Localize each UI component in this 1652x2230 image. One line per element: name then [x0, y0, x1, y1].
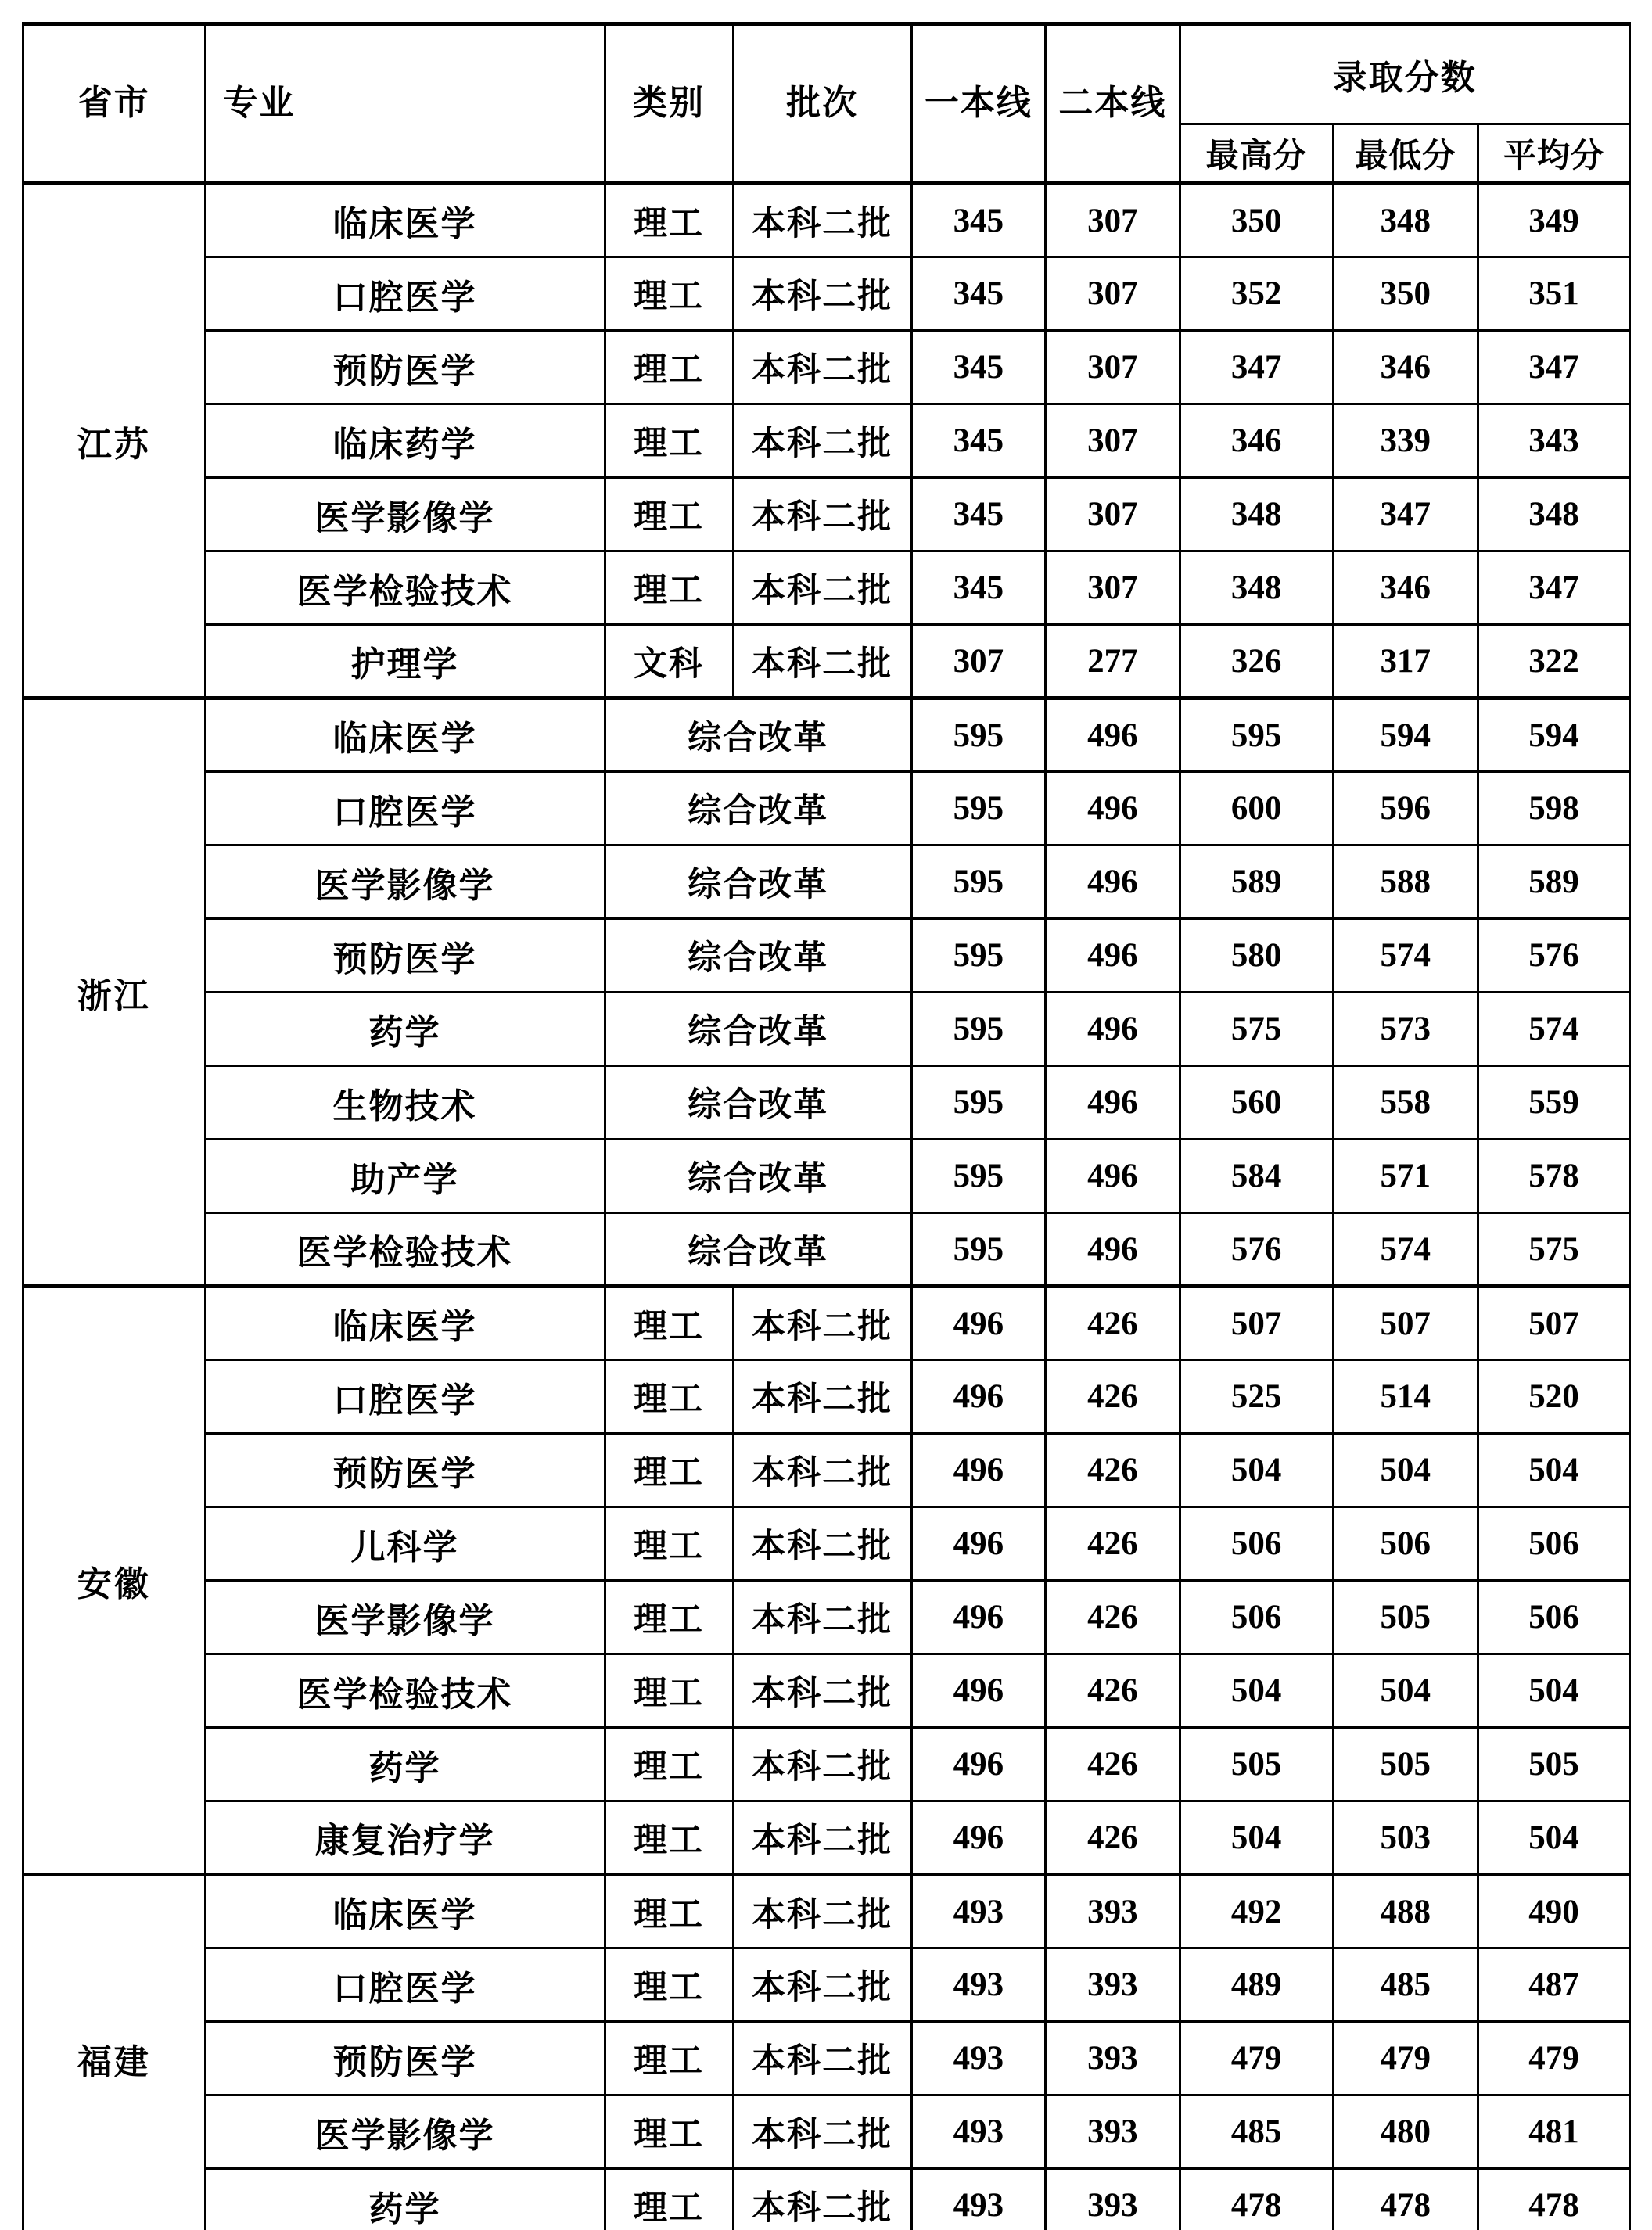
batch-cell: 本科二批	[733, 551, 911, 625]
score-avg-cell: 506	[1478, 1507, 1629, 1581]
score-max-cell: 507	[1180, 1287, 1333, 1360]
batch-cell: 本科二批	[733, 1581, 911, 1654]
score-min-cell: 571	[1333, 1140, 1478, 1213]
category-batch-merged-cell: 综合改革	[605, 1140, 911, 1213]
category-cell: 理工	[605, 257, 733, 331]
line-tier1-cell: 307	[911, 625, 1045, 698]
major-cell: 药学	[205, 2169, 605, 2230]
line-tier1-cell: 493	[911, 2095, 1045, 2169]
province-cell: 福建	[23, 1875, 206, 2230]
line-tier1-cell: 595	[911, 772, 1045, 846]
score-avg-cell: 506	[1478, 1581, 1629, 1654]
line-tier1-cell: 496	[911, 1360, 1045, 1434]
major-cell: 预防医学	[205, 2022, 605, 2095]
column-header-province: 省市	[23, 24, 206, 184]
line-tier1-cell: 345	[911, 257, 1045, 331]
line-tier2-cell: 426	[1046, 1287, 1180, 1360]
score-min-cell: 347	[1333, 478, 1478, 551]
table-row	[23, 1801, 1630, 1875]
table-row	[23, 1507, 1630, 1581]
batch-cell: 本科二批	[733, 2169, 911, 2230]
batch-cell: 本科二批	[733, 1287, 911, 1360]
major-cell: 助产学	[205, 1140, 605, 1213]
major-cell: 医学检验技术	[205, 1213, 605, 1287]
category-cell: 理工	[605, 1287, 733, 1360]
score-min-cell: 594	[1333, 698, 1478, 772]
score-min-cell: 348	[1333, 184, 1478, 257]
score-min-cell: 507	[1333, 1287, 1478, 1360]
category-batch-merged-cell: 综合改革	[605, 846, 911, 919]
major-cell: 医学影像学	[205, 1581, 605, 1654]
score-avg-cell: 490	[1478, 1875, 1629, 1948]
score-max-cell: 348	[1180, 478, 1333, 551]
line-tier1-cell: 496	[911, 1801, 1045, 1875]
batch-cell: 本科二批	[733, 1507, 911, 1581]
score-avg-cell: 504	[1478, 1434, 1629, 1507]
batch-cell: 本科二批	[733, 1360, 911, 1434]
score-avg-cell: 507	[1478, 1287, 1629, 1360]
line-tier2-cell: 496	[1046, 698, 1180, 772]
score-avg-cell: 598	[1478, 772, 1629, 846]
score-max-cell: 492	[1180, 1875, 1333, 1948]
major-cell: 药学	[205, 1728, 605, 1801]
column-header-score-min: 最低分	[1333, 124, 1478, 184]
score-max-cell: 489	[1180, 1948, 1333, 2022]
category-batch-merged-cell: 综合改革	[605, 698, 911, 772]
table-row	[23, 257, 1630, 331]
line-tier1-cell: 595	[911, 1066, 1045, 1140]
line-tier2-cell: 277	[1046, 625, 1180, 698]
table-header	[23, 24, 1630, 184]
score-min-cell: 505	[1333, 1728, 1478, 1801]
major-cell: 医学影像学	[205, 846, 605, 919]
major-cell: 药学	[205, 993, 605, 1066]
score-max-cell: 348	[1180, 551, 1333, 625]
line-tier1-cell: 595	[911, 919, 1045, 993]
line-tier1-cell: 496	[911, 1434, 1045, 1507]
major-cell: 口腔医学	[205, 257, 605, 331]
major-cell: 医学影像学	[205, 478, 605, 551]
score-max-cell: 600	[1180, 772, 1333, 846]
score-min-cell: 574	[1333, 1213, 1478, 1287]
score-min-cell: 479	[1333, 2022, 1478, 2095]
line-tier1-cell: 595	[911, 1140, 1045, 1213]
score-min-cell: 346	[1333, 331, 1478, 404]
score-avg-cell: 347	[1478, 331, 1629, 404]
category-batch-merged-cell: 综合改革	[605, 772, 911, 846]
table-row	[23, 2095, 1630, 2169]
line-tier1-cell: 595	[911, 993, 1045, 1066]
table-row	[23, 1581, 1630, 1654]
category-cell: 理工	[605, 1581, 733, 1654]
line-tier1-cell: 496	[911, 1507, 1045, 1581]
category-cell: 理工	[605, 404, 733, 478]
batch-cell: 本科二批	[733, 1434, 911, 1507]
batch-cell: 本科二批	[733, 1875, 911, 1948]
score-min-cell: 574	[1333, 919, 1478, 993]
score-avg-cell: 594	[1478, 698, 1629, 772]
major-cell: 口腔医学	[205, 772, 605, 846]
line-tier1-cell: 595	[911, 1213, 1045, 1287]
line-tier1-cell: 493	[911, 2022, 1045, 2095]
batch-cell: 本科二批	[733, 331, 911, 404]
score-avg-cell: 481	[1478, 2095, 1629, 2169]
column-header-score-group: 录取分数	[1180, 24, 1629, 124]
line-tier2-cell: 426	[1046, 1360, 1180, 1434]
score-max-cell: 504	[1180, 1801, 1333, 1875]
line-tier2-cell: 426	[1046, 1728, 1180, 1801]
line-tier1-cell: 496	[911, 1654, 1045, 1728]
score-min-cell: 596	[1333, 772, 1478, 846]
category-cell: 理工	[605, 1654, 733, 1728]
line-tier2-cell: 393	[1046, 1875, 1180, 1948]
score-min-cell: 339	[1333, 404, 1478, 478]
batch-cell: 本科二批	[733, 184, 911, 257]
score-avg-cell: 343	[1478, 404, 1629, 478]
line-tier1-cell: 493	[911, 2169, 1045, 2230]
column-header-line-tier1: 一本线	[911, 24, 1045, 184]
category-cell: 文科	[605, 625, 733, 698]
line-tier2-cell: 496	[1046, 1066, 1180, 1140]
major-cell: 临床药学	[205, 404, 605, 478]
line-tier1-cell: 493	[911, 1875, 1045, 1948]
table-row	[23, 2022, 1630, 2095]
line-tier2-cell: 426	[1046, 1581, 1180, 1654]
score-min-cell: 488	[1333, 1875, 1478, 1948]
score-min-cell: 504	[1333, 1654, 1478, 1728]
line-tier2-cell: 496	[1046, 772, 1180, 846]
batch-cell: 本科二批	[733, 625, 911, 698]
line-tier2-cell: 307	[1046, 551, 1180, 625]
score-avg-cell: 322	[1478, 625, 1629, 698]
score-avg-cell: 349	[1478, 184, 1629, 257]
table-row	[23, 1213, 1630, 1287]
score-avg-cell: 520	[1478, 1360, 1629, 1434]
major-cell: 口腔医学	[205, 1360, 605, 1434]
table-row	[23, 1948, 1630, 2022]
major-cell: 临床医学	[205, 698, 605, 772]
score-max-cell: 478	[1180, 2169, 1333, 2230]
table-row	[23, 1654, 1630, 1728]
line-tier2-cell: 496	[1046, 1213, 1180, 1287]
line-tier1-cell: 345	[911, 478, 1045, 551]
score-min-cell: 506	[1333, 1507, 1478, 1581]
table-row	[23, 184, 1630, 257]
line-tier2-cell: 393	[1046, 1948, 1180, 2022]
table-row	[23, 1875, 1630, 1948]
major-cell: 预防医学	[205, 331, 605, 404]
table-row	[23, 551, 1630, 625]
major-cell: 预防医学	[205, 1434, 605, 1507]
table-row	[23, 698, 1630, 772]
score-avg-cell: 351	[1478, 257, 1629, 331]
admission-score-table	[22, 22, 1631, 2230]
major-cell: 医学影像学	[205, 2095, 605, 2169]
score-max-cell: 504	[1180, 1654, 1333, 1728]
column-header-batch: 批次	[733, 24, 911, 184]
table-row	[23, 1728, 1630, 1801]
score-min-cell: 480	[1333, 2095, 1478, 2169]
score-max-cell: 560	[1180, 1066, 1333, 1140]
line-tier1-cell: 496	[911, 1581, 1045, 1654]
category-cell: 理工	[605, 331, 733, 404]
line-tier1-cell: 345	[911, 551, 1045, 625]
batch-cell: 本科二批	[733, 2095, 911, 2169]
line-tier2-cell: 496	[1046, 993, 1180, 1066]
line-tier2-cell: 307	[1046, 184, 1180, 257]
line-tier2-cell: 426	[1046, 1434, 1180, 1507]
category-batch-merged-cell: 综合改革	[605, 919, 911, 993]
category-batch-merged-cell: 综合改革	[605, 1213, 911, 1287]
table-row	[23, 1434, 1630, 1507]
major-cell: 护理学	[205, 625, 605, 698]
major-cell: 医学检验技术	[205, 1654, 605, 1728]
category-cell: 理工	[605, 1360, 733, 1434]
score-avg-cell: 505	[1478, 1728, 1629, 1801]
score-max-cell: 580	[1180, 919, 1333, 993]
table-row	[23, 919, 1630, 993]
table-row	[23, 1140, 1630, 1213]
table-row	[23, 404, 1630, 478]
score-min-cell: 558	[1333, 1066, 1478, 1140]
line-tier2-cell: 307	[1046, 478, 1180, 551]
batch-cell: 本科二批	[733, 478, 911, 551]
score-max-cell: 352	[1180, 257, 1333, 331]
category-cell: 理工	[605, 1434, 733, 1507]
score-avg-cell: 559	[1478, 1066, 1629, 1140]
score-min-cell: 588	[1333, 846, 1478, 919]
category-batch-merged-cell: 综合改革	[605, 993, 911, 1066]
score-avg-cell: 348	[1478, 478, 1629, 551]
line-tier2-cell: 496	[1046, 846, 1180, 919]
line-tier2-cell: 307	[1046, 257, 1180, 331]
batch-cell: 本科二批	[733, 1948, 911, 2022]
score-max-cell: 505	[1180, 1728, 1333, 1801]
score-min-cell: 350	[1333, 257, 1478, 331]
score-max-cell: 506	[1180, 1507, 1333, 1581]
score-min-cell: 503	[1333, 1801, 1478, 1875]
column-header-category: 类别	[605, 24, 733, 184]
line-tier2-cell: 393	[1046, 2022, 1180, 2095]
line-tier2-cell: 393	[1046, 2095, 1180, 2169]
line-tier1-cell: 493	[911, 1948, 1045, 2022]
score-avg-cell: 575	[1478, 1213, 1629, 1287]
score-max-cell: 575	[1180, 993, 1333, 1066]
score-max-cell: 576	[1180, 1213, 1333, 1287]
line-tier2-cell: 307	[1046, 404, 1180, 478]
category-cell: 理工	[605, 184, 733, 257]
score-max-cell: 485	[1180, 2095, 1333, 2169]
score-max-cell: 584	[1180, 1140, 1333, 1213]
score-avg-cell: 589	[1478, 846, 1629, 919]
table-row	[23, 331, 1630, 404]
table-row	[23, 993, 1630, 1066]
line-tier1-cell: 595	[911, 846, 1045, 919]
table-row	[23, 1360, 1630, 1434]
column-header-major: 专业	[205, 24, 605, 184]
category-cell: 理工	[605, 1875, 733, 1948]
score-min-cell: 478	[1333, 2169, 1478, 2230]
major-cell: 临床医学	[205, 1875, 605, 1948]
province-cell: 安徽	[23, 1287, 206, 1875]
line-tier2-cell: 393	[1046, 2169, 1180, 2230]
score-avg-cell: 487	[1478, 1948, 1629, 2022]
score-max-cell: 479	[1180, 2022, 1333, 2095]
header-row-primary	[23, 24, 1630, 124]
batch-cell: 本科二批	[733, 2022, 911, 2095]
batch-cell: 本科二批	[733, 257, 911, 331]
province-cell: 浙江	[23, 698, 206, 1287]
column-header-score-max: 最高分	[1180, 124, 1333, 184]
line-tier2-cell: 426	[1046, 1507, 1180, 1581]
table-row	[23, 478, 1630, 551]
line-tier2-cell: 426	[1046, 1801, 1180, 1875]
line-tier1-cell: 595	[911, 698, 1045, 772]
table-body	[23, 184, 1630, 2230]
category-cell: 理工	[605, 1801, 733, 1875]
table-row	[23, 625, 1630, 698]
major-cell: 临床医学	[205, 184, 605, 257]
score-max-cell: 350	[1180, 184, 1333, 257]
column-header-line-tier2: 二本线	[1046, 24, 1180, 184]
table-row	[23, 772, 1630, 846]
score-max-cell: 525	[1180, 1360, 1333, 1434]
major-cell: 康复治疗学	[205, 1801, 605, 1875]
major-cell: 临床医学	[205, 1287, 605, 1360]
score-avg-cell: 478	[1478, 2169, 1629, 2230]
category-batch-merged-cell: 综合改革	[605, 1066, 911, 1140]
line-tier2-cell: 426	[1046, 1654, 1180, 1728]
major-cell: 医学检验技术	[205, 551, 605, 625]
category-cell: 理工	[605, 1948, 733, 2022]
line-tier2-cell: 496	[1046, 919, 1180, 993]
table-row	[23, 2169, 1630, 2230]
score-avg-cell: 347	[1478, 551, 1629, 625]
score-max-cell: 504	[1180, 1434, 1333, 1507]
score-min-cell: 346	[1333, 551, 1478, 625]
batch-cell: 本科二批	[733, 1654, 911, 1728]
score-avg-cell: 504	[1478, 1801, 1629, 1875]
category-cell: 理工	[605, 1507, 733, 1581]
category-cell: 理工	[605, 1728, 733, 1801]
column-header-score-avg: 平均分	[1478, 124, 1629, 184]
score-min-cell: 504	[1333, 1434, 1478, 1507]
score-min-cell: 317	[1333, 625, 1478, 698]
batch-cell: 本科二批	[733, 404, 911, 478]
score-avg-cell: 479	[1478, 2022, 1629, 2095]
score-max-cell: 589	[1180, 846, 1333, 919]
table-row	[23, 846, 1630, 919]
line-tier1-cell: 345	[911, 404, 1045, 478]
line-tier1-cell: 496	[911, 1728, 1045, 1801]
line-tier2-cell: 496	[1046, 1140, 1180, 1213]
category-cell: 理工	[605, 2022, 733, 2095]
major-cell: 儿科学	[205, 1507, 605, 1581]
province-cell: 江苏	[23, 184, 206, 698]
table-row	[23, 1066, 1630, 1140]
score-max-cell: 347	[1180, 331, 1333, 404]
score-avg-cell: 578	[1478, 1140, 1629, 1213]
score-min-cell: 573	[1333, 993, 1478, 1066]
score-avg-cell: 574	[1478, 993, 1629, 1066]
line-tier1-cell: 345	[911, 184, 1045, 257]
category-cell: 理工	[605, 478, 733, 551]
score-min-cell: 485	[1333, 1948, 1478, 2022]
score-avg-cell: 504	[1478, 1654, 1629, 1728]
score-avg-cell: 576	[1478, 919, 1629, 993]
line-tier2-cell: 307	[1046, 331, 1180, 404]
score-max-cell: 326	[1180, 625, 1333, 698]
major-cell: 口腔医学	[205, 1948, 605, 2022]
score-min-cell: 505	[1333, 1581, 1478, 1654]
batch-cell: 本科二批	[733, 1801, 911, 1875]
score-min-cell: 514	[1333, 1360, 1478, 1434]
table-row	[23, 1287, 1630, 1360]
category-cell: 理工	[605, 551, 733, 625]
major-cell: 预防医学	[205, 919, 605, 993]
batch-cell: 本科二批	[733, 1728, 911, 1801]
category-cell: 理工	[605, 2169, 733, 2230]
score-max-cell: 346	[1180, 404, 1333, 478]
category-cell: 理工	[605, 2095, 733, 2169]
line-tier1-cell: 345	[911, 331, 1045, 404]
major-cell: 生物技术	[205, 1066, 605, 1140]
line-tier1-cell: 496	[911, 1287, 1045, 1360]
score-max-cell: 506	[1180, 1581, 1333, 1654]
score-max-cell: 595	[1180, 698, 1333, 772]
